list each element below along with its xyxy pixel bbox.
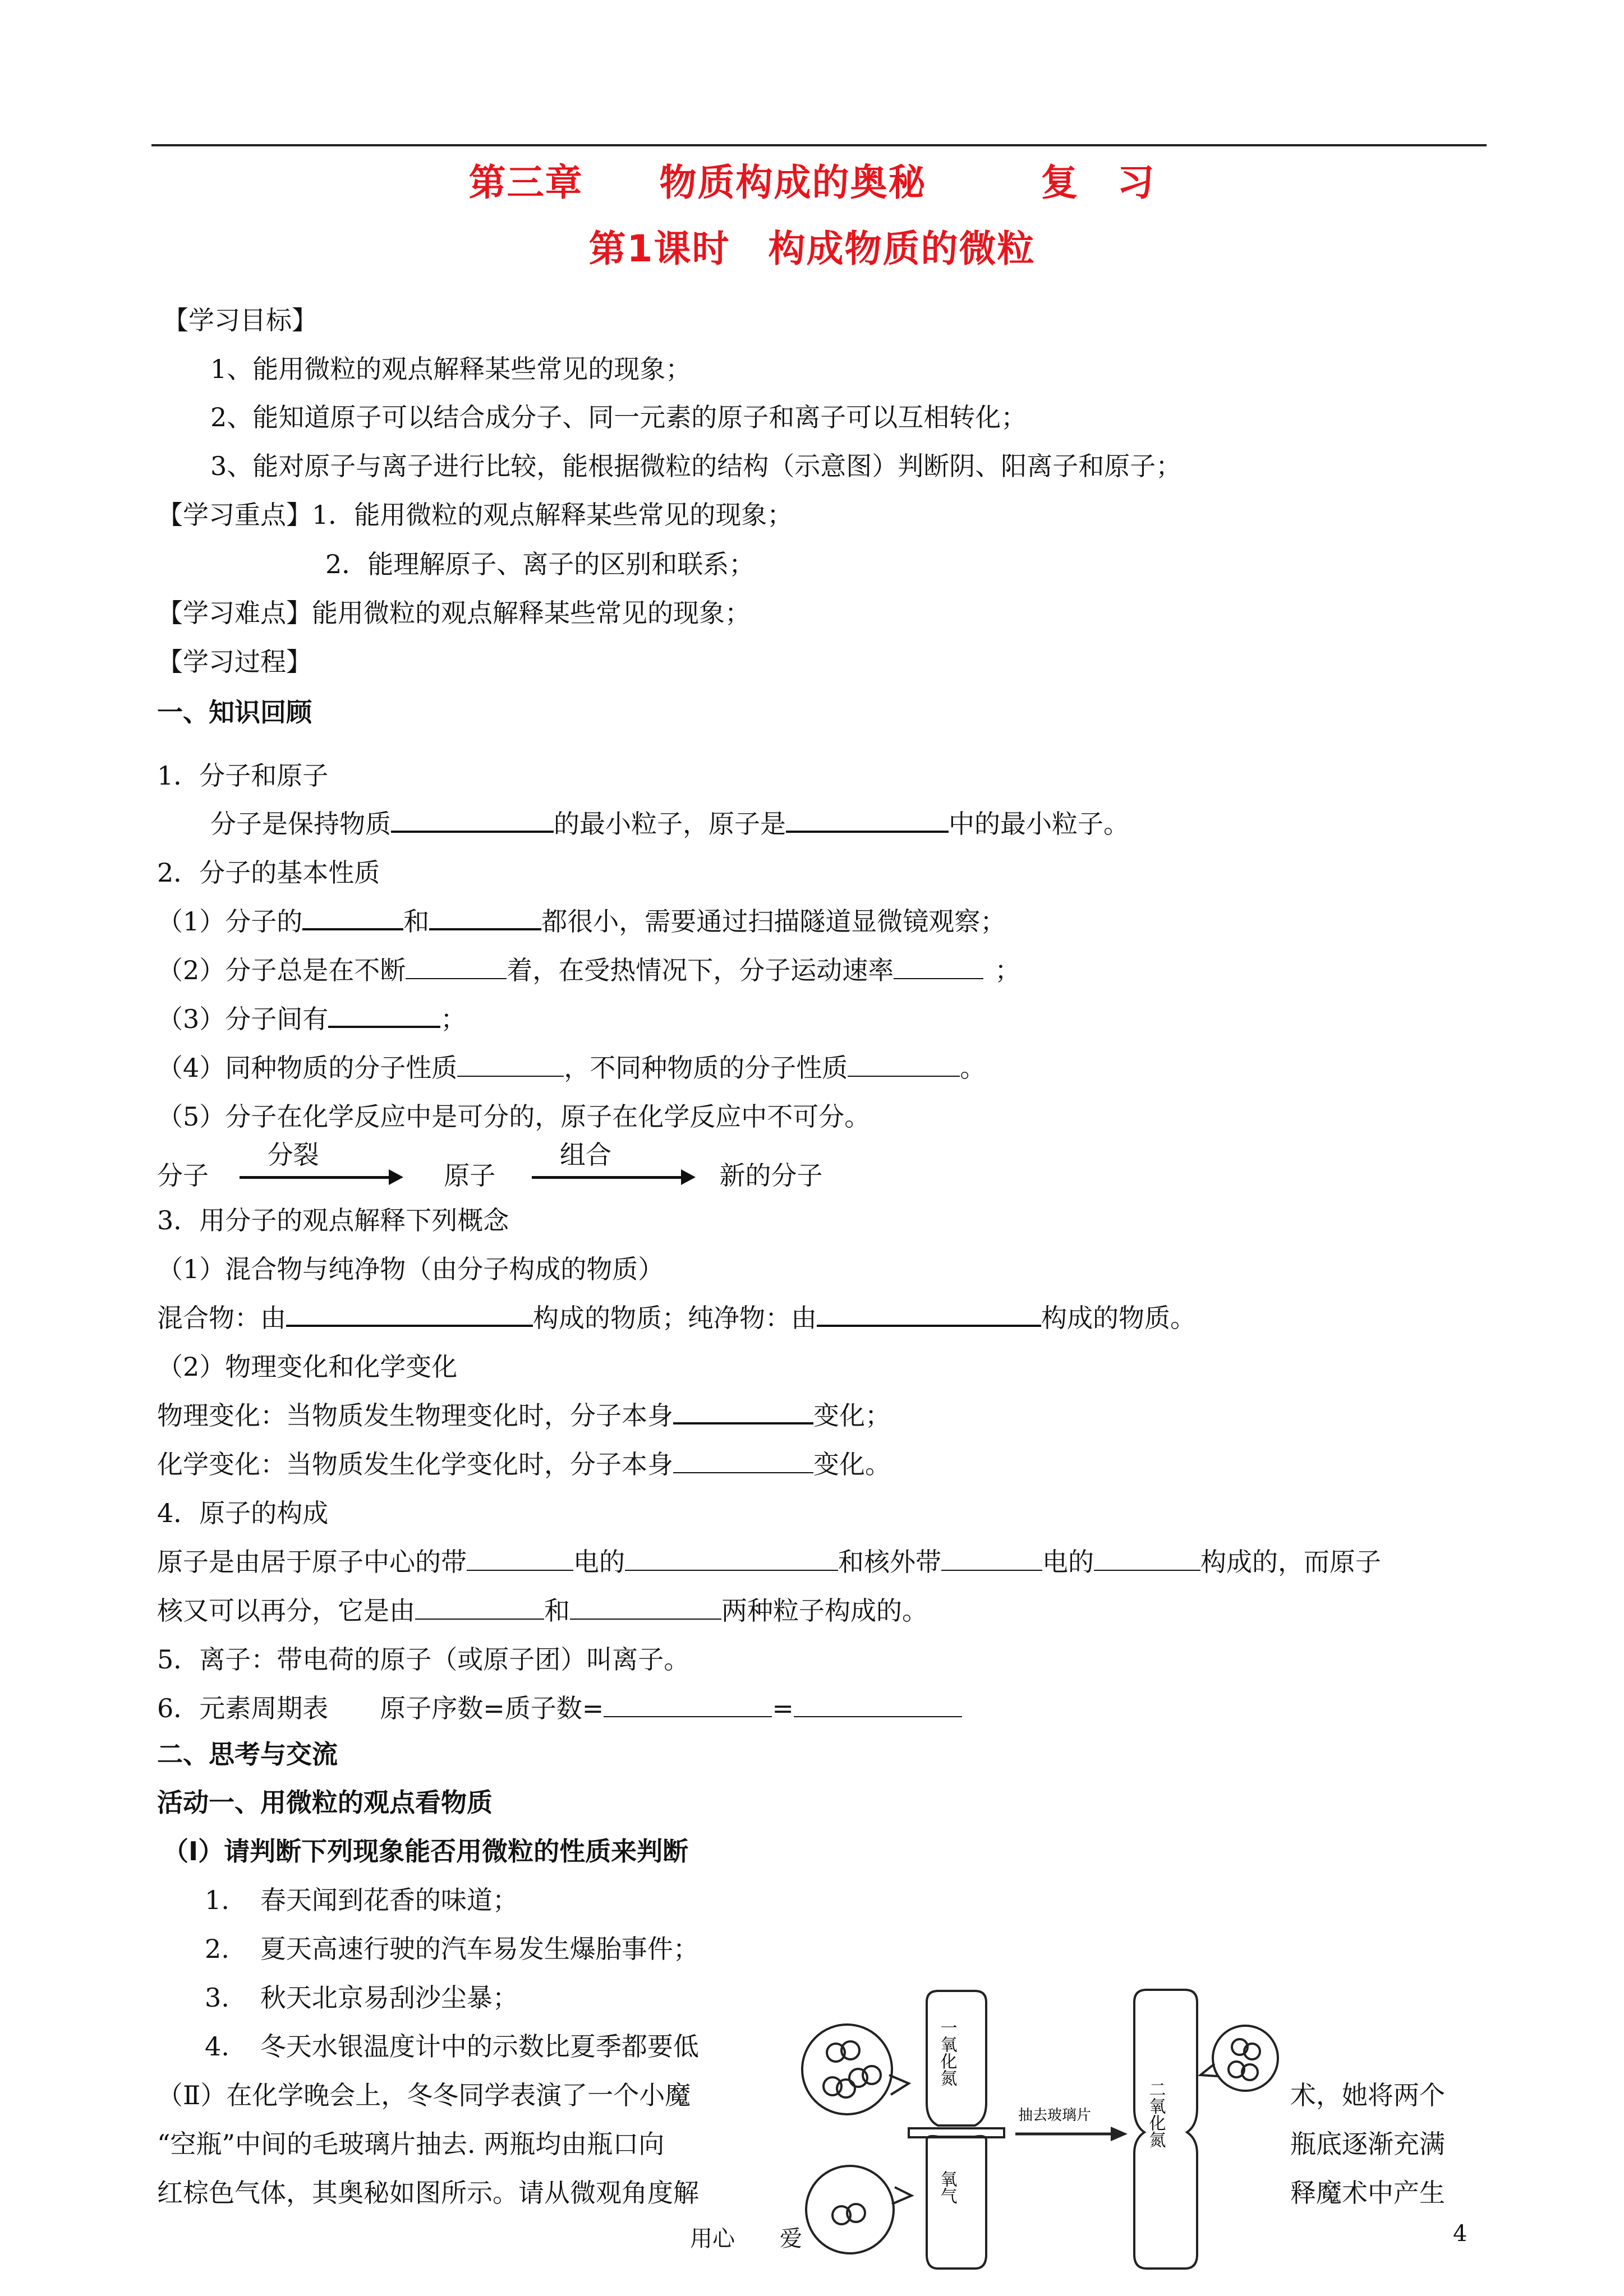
k4-line (157, 1590, 928, 1628)
text: 两种粒子构成的。 (721, 1596, 928, 1626)
item-number: 1. (205, 1885, 229, 1915)
k4-line (157, 1542, 1381, 1579)
k2-line (157, 901, 1006, 938)
focus-line (157, 495, 793, 532)
focus-item: 2．能理解原子、离子的区别和联系； (325, 549, 755, 579)
k3-subheading: （1）混合物与纯净物（由分子构成的物质） (157, 1254, 664, 1284)
activity-heading: 活动一、用微粒的观点看物质 (157, 1787, 493, 1818)
item-text: 秋天北京易刮沙尘暴； (260, 1983, 518, 2013)
bottle-icon (1134, 1990, 1197, 2269)
item-text: 春天闻到花香的味道； (260, 1885, 518, 1915)
k2-heading: 2．分子的基本性质 (157, 857, 380, 888)
goals-heading: 【学习目标】 (163, 305, 318, 335)
text: 分子是保持物质 (210, 809, 391, 839)
lesson-title: 第1课时 构成物质的微粒 (588, 227, 1036, 270)
page-footer: 用心 爱 (690, 2226, 802, 2252)
part2-text: 红棕色气体，其奥秘如图所示。请从微观角度解 (157, 2178, 699, 2208)
fill-blank[interactable] (817, 1300, 1041, 1327)
fill-blank[interactable] (894, 953, 983, 979)
process-heading: 【学习过程】 (157, 647, 312, 677)
text: 。 (960, 1053, 986, 1083)
fill-blank[interactable] (1094, 1545, 1200, 1571)
section-heading: 一、知识回顾 (157, 697, 312, 727)
k6-line (157, 1688, 962, 1725)
k4-heading: 4．原子的构成 (157, 1498, 329, 1528)
goal-item: 1、能用微粒的观点解释某些常见的现象； (210, 354, 692, 384)
text: 化学变化：当物质发生化学变化时，分子本身 (157, 1449, 673, 1479)
text: ； (440, 1004, 467, 1034)
molecule-bubble-icon (806, 2166, 912, 2253)
text: 原子是由居于原子中心的带 (157, 1547, 467, 1577)
fill-blank[interactable] (673, 1398, 813, 1424)
k1-line (210, 804, 1129, 841)
molecule-bubble-icon (1200, 2026, 1278, 2091)
list-item (205, 1929, 699, 1966)
text: （2）分子总是在不断 (157, 955, 406, 985)
text: 构成的物质；纯净物：由 (533, 1303, 817, 1333)
fill-blank[interactable] (391, 806, 554, 833)
reaction-flow (157, 1140, 823, 1192)
text: 和核外带 (838, 1547, 941, 1577)
item-text: 夏天高速行驶的汽车易发生爆胎事件； (260, 1934, 699, 1964)
fill-blank[interactable] (786, 806, 949, 833)
k2-line (157, 950, 1020, 987)
text: 和 (544, 1596, 570, 1626)
gas-bottle-diagram (797, 1985, 1279, 2277)
text: （1）分子的 (157, 906, 303, 937)
text: 混合物：由 (157, 1303, 286, 1333)
text: （4）同种物质的分子性质 (157, 1053, 458, 1083)
text: 电的 (573, 1547, 625, 1577)
text: ； (995, 955, 1021, 985)
text: 着，在受热情况下，分子运动速率 (507, 955, 894, 985)
k3-line (157, 1298, 1196, 1335)
fill-blank[interactable] (467, 1545, 573, 1571)
item-number: 2. (205, 1934, 229, 1964)
goal-item: 3、能对原子与离子进行比较，能根据微粒的结构（示意图）判断阴、阳离子和原子； (210, 451, 1182, 481)
bottle-label: 一氧化氮 (937, 2019, 957, 2086)
flow-combine-label: 组合 (559, 1140, 611, 1170)
text: 和 (403, 906, 430, 937)
k3-line (157, 1444, 891, 1481)
header-rule (151, 144, 1487, 146)
part2-text: （Ⅱ）在化学晚会上，冬冬同学表演了一个小魔 (157, 2080, 691, 2110)
fill-blank[interactable] (570, 1594, 721, 1620)
text: 电的 (1042, 1547, 1094, 1577)
list-item (205, 2026, 699, 2063)
k3-subheading: （2）物理变化和化学变化 (157, 1352, 458, 1382)
text: 物理变化：当物质发生物理变化时，分子本身 (157, 1400, 673, 1431)
text: 构成的，而原子 (1200, 1547, 1381, 1577)
section-heading: 二、思考与交流 (157, 1739, 338, 1769)
fill-blank[interactable] (604, 1691, 772, 1717)
fill-blank[interactable] (457, 1051, 564, 1077)
k2-line: （5）分子在化学反应中是可分的，原子在化学反应中不可分。 (157, 1101, 871, 1132)
part2-text: 瓶底逐渐充满 (1290, 2129, 1445, 2159)
k5-line: 5．离子：带电荷的原子（或原子团）叫离子。 (157, 1644, 690, 1675)
flow-new-molecule: 新的分子 (719, 1160, 823, 1191)
fill-blank[interactable] (415, 1594, 544, 1620)
arrow-icon (1015, 2127, 1128, 2141)
fill-blank[interactable] (794, 1691, 962, 1717)
chapter-title: 第三章 物质构成的奥秘 复 习 (468, 161, 1156, 204)
text: ，不同种物质的分子性质 (564, 1053, 848, 1083)
fill-blank[interactable] (302, 903, 403, 930)
fill-blank[interactable] (673, 1447, 813, 1473)
arrow-icon (532, 1140, 694, 1186)
bottle-label: 二氧化氮 (1145, 2081, 1166, 2148)
k3-heading: 3．用分子的观点解释下列概念 (157, 1205, 509, 1235)
part-heading: （Ⅰ）请判断下列现象能否用微粒的性质来判断 (163, 1836, 689, 1866)
fill-blank[interactable] (941, 1545, 1042, 1571)
focus-item: 1．能用微粒的观点解释某些常见的现象； (312, 500, 793, 530)
text: （3）分子间有 (157, 1004, 329, 1034)
k2-line (157, 999, 466, 1036)
list-item (205, 1977, 518, 2014)
fill-blank[interactable] (848, 1051, 960, 1077)
text: 变化； (813, 1400, 891, 1431)
fill-blank[interactable] (406, 953, 507, 979)
text: 的最小粒子，原子是 (554, 809, 786, 839)
list-item (205, 1880, 518, 1917)
page-number: 4 (1453, 2221, 1467, 2247)
text: 都很小，需要通过扫描隧道显微镜观察； (541, 906, 1006, 937)
flow-split-label: 分裂 (267, 1140, 319, 1170)
fill-blank[interactable] (429, 903, 541, 930)
text: 构成的物质。 (1041, 1303, 1196, 1333)
item-number: 3. (205, 1983, 229, 2013)
item-number: 4. (205, 2031, 229, 2062)
part2-text: 术，她将两个 (1290, 2080, 1445, 2110)
fill-blank[interactable] (625, 1545, 838, 1571)
flow-molecule: 分子 (157, 1160, 209, 1191)
part2-text: “空瓶”中间的毛玻璃片抽去. 两瓶均由瓶口向 (157, 2129, 665, 2159)
arrow-label: 抽去玻璃片 (1018, 2107, 1092, 2124)
k3-line (157, 1395, 891, 1432)
fill-blank[interactable] (328, 1001, 440, 1028)
text: 中的最小粒子。 (949, 809, 1129, 839)
goal-item: 2、能知道原子可以结合成分子、同一元素的原子和离子可以互相转化； (210, 402, 1027, 432)
bottle-label: 氧气 (937, 2170, 957, 2204)
part2-text: 释魔术中产生 (1290, 2178, 1445, 2208)
text: = (772, 1693, 794, 1723)
text: 6．元素周期表 原子序数=质子数= (157, 1693, 604, 1723)
text: 核又可以再分，它是由 (157, 1596, 415, 1626)
k2-line (157, 1048, 986, 1085)
text: 变化。 (813, 1449, 891, 1479)
focus-label: 【学习重点】 (157, 500, 312, 530)
difficulty-line: 【学习难点】能用微粒的观点解释某些常见的现象； (157, 598, 751, 628)
molecule-bubble-icon (802, 2025, 909, 2114)
item-text: 冬天水银温度计中的示数比夏季都要低 (260, 2031, 699, 2062)
k1-heading: 1．分子和原子 (157, 760, 329, 791)
flow-atom: 原子 (444, 1160, 496, 1191)
fill-blank[interactable] (286, 1300, 533, 1327)
arrow-icon (240, 1140, 402, 1186)
